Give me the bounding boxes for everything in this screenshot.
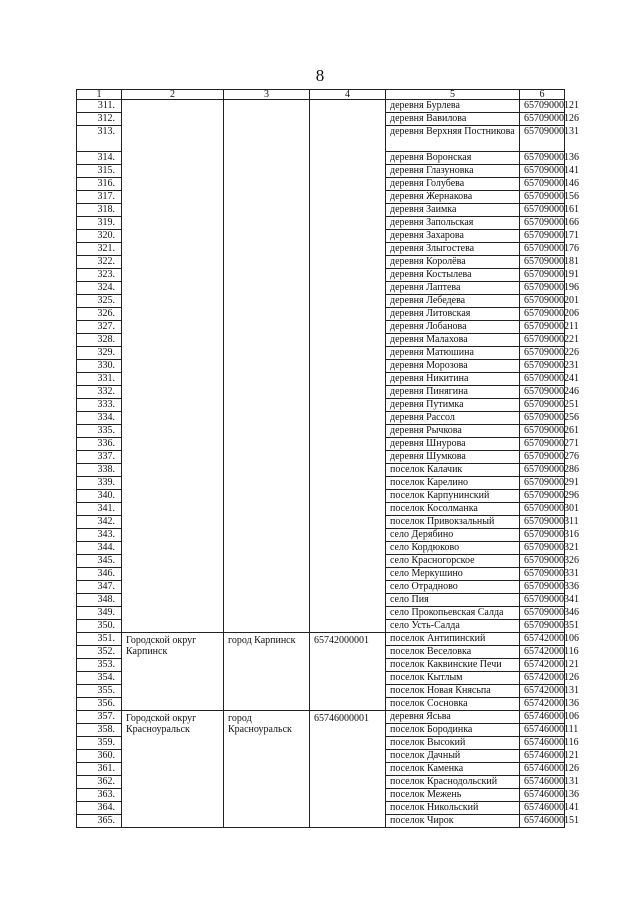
row-number: 348. xyxy=(77,594,122,607)
settlement-name: деревня Рычкова xyxy=(386,425,520,438)
settlement-code: 65709000196 xyxy=(520,282,565,295)
city-name: город Карпинск xyxy=(224,633,310,711)
settlement-code: 65709000156 xyxy=(520,191,565,204)
row-number: 351. xyxy=(77,633,122,646)
city-code xyxy=(310,100,386,633)
city-code: 65742000001 xyxy=(310,633,386,711)
table-row xyxy=(77,633,565,646)
settlement-code: 65709000256 xyxy=(520,412,565,425)
settlement-name: деревня Костылева xyxy=(386,269,520,282)
settlement-code: 65742000136 xyxy=(520,698,565,711)
settlement-code: 65746000131 xyxy=(520,776,565,789)
settlement-name: село Дерябино xyxy=(386,529,520,542)
row-number: 335. xyxy=(77,425,122,438)
settlement-code: 65709000136 xyxy=(520,152,565,165)
settlement-name: деревня Рассол xyxy=(386,412,520,425)
settlement-name: поселок Карелино xyxy=(386,477,520,490)
settlement-code: 65746000126 xyxy=(520,763,565,776)
row-number: 353. xyxy=(77,659,122,672)
row-number: 321. xyxy=(77,243,122,256)
row-number: 343. xyxy=(77,529,122,542)
settlement-code: 65709000121 xyxy=(520,100,565,113)
settlement-code: 65709000271 xyxy=(520,438,565,451)
settlement-name: деревня Морозова xyxy=(386,360,520,373)
row-number: 318. xyxy=(77,204,122,217)
row-number: 329. xyxy=(77,347,122,360)
row-number: 339. xyxy=(77,477,122,490)
column-header: 6 xyxy=(520,90,565,100)
settlement-code: 65742000121 xyxy=(520,659,565,672)
header-row xyxy=(77,90,565,100)
settlement-name: деревня Матюшина xyxy=(386,347,520,360)
row-number: 363. xyxy=(77,789,122,802)
settlement-code: 65746000136 xyxy=(520,789,565,802)
settlement-code: 65746000106 xyxy=(520,711,565,724)
settlement-name: поселок Бородинка xyxy=(386,724,520,737)
row-number: 340. xyxy=(77,490,122,503)
row-number: 355. xyxy=(77,685,122,698)
row-number: 324. xyxy=(77,282,122,295)
row-number: 359. xyxy=(77,737,122,750)
settlement-code: 65709000326 xyxy=(520,555,565,568)
settlement-name: деревня Бурлева xyxy=(386,100,520,113)
settlement-name: село Усть-Салда xyxy=(386,620,520,633)
settlement-name: поселок Карпунинский xyxy=(386,490,520,503)
settlement-code: 65709000301 xyxy=(520,503,565,516)
settlement-name: село Меркушино xyxy=(386,568,520,581)
row-number: 314. xyxy=(77,152,122,165)
district-name xyxy=(122,100,224,633)
settlement-name: поселок Калачик xyxy=(386,464,520,477)
settlement-code: 65709000346 xyxy=(520,607,565,620)
settlement-code: 65709000206 xyxy=(520,308,565,321)
settlement-name: деревня Воронская xyxy=(386,152,520,165)
settlements-table xyxy=(76,89,579,828)
settlement-name: поселок Краснодольский xyxy=(386,776,520,789)
table-row xyxy=(77,711,565,724)
row-number: 334. xyxy=(77,412,122,425)
settlement-name: деревня Ясьва xyxy=(386,711,520,724)
row-number: 341. xyxy=(77,503,122,516)
settlement-name: деревня Жернакова xyxy=(386,191,520,204)
row-number: 345. xyxy=(77,555,122,568)
settlement-name: деревня Шумкова xyxy=(386,451,520,464)
settlement-name: деревня Литовская xyxy=(386,308,520,321)
row-number: 354. xyxy=(77,672,122,685)
row-number: 330. xyxy=(77,360,122,373)
settlement-code: 65709000191 xyxy=(520,269,565,282)
settlement-code: 65709000261 xyxy=(520,425,565,438)
settlement-code: 65709000161 xyxy=(520,204,565,217)
column-header: 5 xyxy=(386,90,520,100)
column-header: 4 xyxy=(310,90,386,100)
settlement-code: 65746000116 xyxy=(520,737,565,750)
settlement-name: деревня Лаптева xyxy=(386,282,520,295)
settlement-code: 65746000151 xyxy=(520,815,565,828)
settlement-code: 65742000106 xyxy=(520,633,565,646)
settlement-code: 65709000311 xyxy=(520,516,565,529)
row-number: 312. xyxy=(77,113,122,126)
settlement-name: деревня Глазуновка xyxy=(386,165,520,178)
settlement-name: поселок Косолманка xyxy=(386,503,520,516)
settlement-code: 65709000146 xyxy=(520,178,565,191)
column-header: 3 xyxy=(224,90,310,100)
settlement-name: поселок Каменка xyxy=(386,763,520,776)
settlement-code: 65709000351 xyxy=(520,620,565,633)
settlement-name: село Красногорское xyxy=(386,555,520,568)
settlement-name: деревня Заимка xyxy=(386,204,520,217)
row-number: 338. xyxy=(77,464,122,477)
settlement-name: поселок Никольский xyxy=(386,802,520,815)
settlement-name: деревня Захарова xyxy=(386,230,520,243)
row-number: 326. xyxy=(77,308,122,321)
settlement-name: деревня Запольская xyxy=(386,217,520,230)
row-number: 336. xyxy=(77,438,122,451)
settlement-name: поселок Сосновка xyxy=(386,698,520,711)
settlement-code: 65709000286 xyxy=(520,464,565,477)
row-number: 328. xyxy=(77,334,122,347)
row-number: 322. xyxy=(77,256,122,269)
row-number: 358. xyxy=(77,724,122,737)
settlement-code: 65709000251 xyxy=(520,399,565,412)
settlement-name: деревня Лобанова xyxy=(386,321,520,334)
settlement-code: 65709000131 xyxy=(520,126,565,152)
settlement-code: 65709000341 xyxy=(520,594,565,607)
settlement-name: село Прокопьевская Салда xyxy=(386,607,520,620)
row-number: 360. xyxy=(77,750,122,763)
settlement-name: деревня Никитина xyxy=(386,373,520,386)
row-number: 316. xyxy=(77,178,122,191)
settlement-code: 65709000201 xyxy=(520,295,565,308)
settlement-name: деревня Вавилова xyxy=(386,113,520,126)
settlement-name: поселок Каквинские Печи xyxy=(386,659,520,672)
settlement-name: деревня Верхняя Постникова xyxy=(386,126,520,152)
row-number: 350. xyxy=(77,620,122,633)
settlement-name: деревня Королёва xyxy=(386,256,520,269)
settlement-name: деревня Путимка xyxy=(386,399,520,412)
settlement-name: деревня Шнурова xyxy=(386,438,520,451)
table-body xyxy=(77,100,579,828)
settlement-code: 65709000226 xyxy=(520,347,565,360)
row-number: 313. xyxy=(77,126,122,152)
settlement-name: поселок Антипинский xyxy=(386,633,520,646)
settlement-code: 65709000181 xyxy=(520,256,565,269)
city-name: город Красноуральск xyxy=(224,711,310,828)
settlement-code: 65709000316 xyxy=(520,529,565,542)
settlement-code: 65709000166 xyxy=(520,217,565,230)
settlement-name: село Пия xyxy=(386,594,520,607)
city-code: 65746000001 xyxy=(310,711,386,828)
settlement-name: деревня Малахова xyxy=(386,334,520,347)
city-name xyxy=(224,100,310,633)
settlement-name: поселок Дачный xyxy=(386,750,520,763)
settlement-name: деревня Голубева xyxy=(386,178,520,191)
row-number: 352. xyxy=(77,646,122,659)
settlement-code: 65709000296 xyxy=(520,490,565,503)
row-number: 361. xyxy=(77,763,122,776)
column-header: 2 xyxy=(122,90,224,100)
settlement-code: 65746000121 xyxy=(520,750,565,763)
settlement-code: 65742000126 xyxy=(520,672,565,685)
row-number: 362. xyxy=(77,776,122,789)
table-row xyxy=(77,100,565,113)
row-number: 319. xyxy=(77,217,122,230)
settlement-name: поселок Новая Княсьпа xyxy=(386,685,520,698)
settlement-code: 65709000231 xyxy=(520,360,565,373)
settlement-name: село Отрадново xyxy=(386,581,520,594)
settlement-code: 65709000221 xyxy=(520,334,565,347)
page-number: 8 xyxy=(315,66,325,85)
settlement-code: 65709000241 xyxy=(520,373,565,386)
row-number: 327. xyxy=(77,321,122,334)
row-number: 342. xyxy=(77,516,122,529)
settlement-code: 65709000126 xyxy=(520,113,565,126)
row-number: 346. xyxy=(77,568,122,581)
settlement-name: деревня Лебедева xyxy=(386,295,520,308)
settlement-code: 65709000171 xyxy=(520,230,565,243)
column-header: 1 xyxy=(77,90,122,100)
settlement-code: 65709000246 xyxy=(520,386,565,399)
settlement-code: 65709000176 xyxy=(520,243,565,256)
row-number: 365. xyxy=(77,815,122,828)
row-number: 357. xyxy=(77,711,122,724)
district-name: Городской округ Красноуральск xyxy=(122,711,224,828)
settlement-name: поселок Чирок xyxy=(386,815,520,828)
row-number: 332. xyxy=(77,386,122,399)
settlement-name: село Кордюково xyxy=(386,542,520,555)
row-number: 344. xyxy=(77,542,122,555)
row-number: 311. xyxy=(77,100,122,113)
settlement-name: поселок Кытлым xyxy=(386,672,520,685)
row-number: 349. xyxy=(77,607,122,620)
row-number: 320. xyxy=(77,230,122,243)
settlement-name: деревня Пинягина xyxy=(386,386,520,399)
settlement-code: 65709000331 xyxy=(520,568,565,581)
settlement-code: 65709000336 xyxy=(520,581,565,594)
settlement-name: поселок Веселовка xyxy=(386,646,520,659)
settlement-name: деревня Злыгостева xyxy=(386,243,520,256)
row-number: 315. xyxy=(77,165,122,178)
row-number: 333. xyxy=(77,399,122,412)
settlement-code: 65709000211 xyxy=(520,321,565,334)
row-number: 347. xyxy=(77,581,122,594)
row-number: 337. xyxy=(77,451,122,464)
settlement-code: 65709000141 xyxy=(520,165,565,178)
settlement-code: 65742000131 xyxy=(520,685,565,698)
row-number: 331. xyxy=(77,373,122,386)
settlement-code: 65709000321 xyxy=(520,542,565,555)
settlement-name: поселок Привокзальный xyxy=(386,516,520,529)
settlement-name: поселок Межень xyxy=(386,789,520,802)
row-number: 317. xyxy=(77,191,122,204)
settlement-code: 65709000276 xyxy=(520,451,565,464)
row-number: 323. xyxy=(77,269,122,282)
settlement-code: 65709000291 xyxy=(520,477,565,490)
row-number: 325. xyxy=(77,295,122,308)
district-name: Городской округ Карпинск xyxy=(122,633,224,711)
settlement-name: поселок Высокий xyxy=(386,737,520,750)
settlement-code: 65746000111 xyxy=(520,724,565,737)
settlement-code: 65742000116 xyxy=(520,646,565,659)
row-number: 364. xyxy=(77,802,122,815)
settlement-code: 65746000141 xyxy=(520,802,565,815)
row-number: 356. xyxy=(77,698,122,711)
